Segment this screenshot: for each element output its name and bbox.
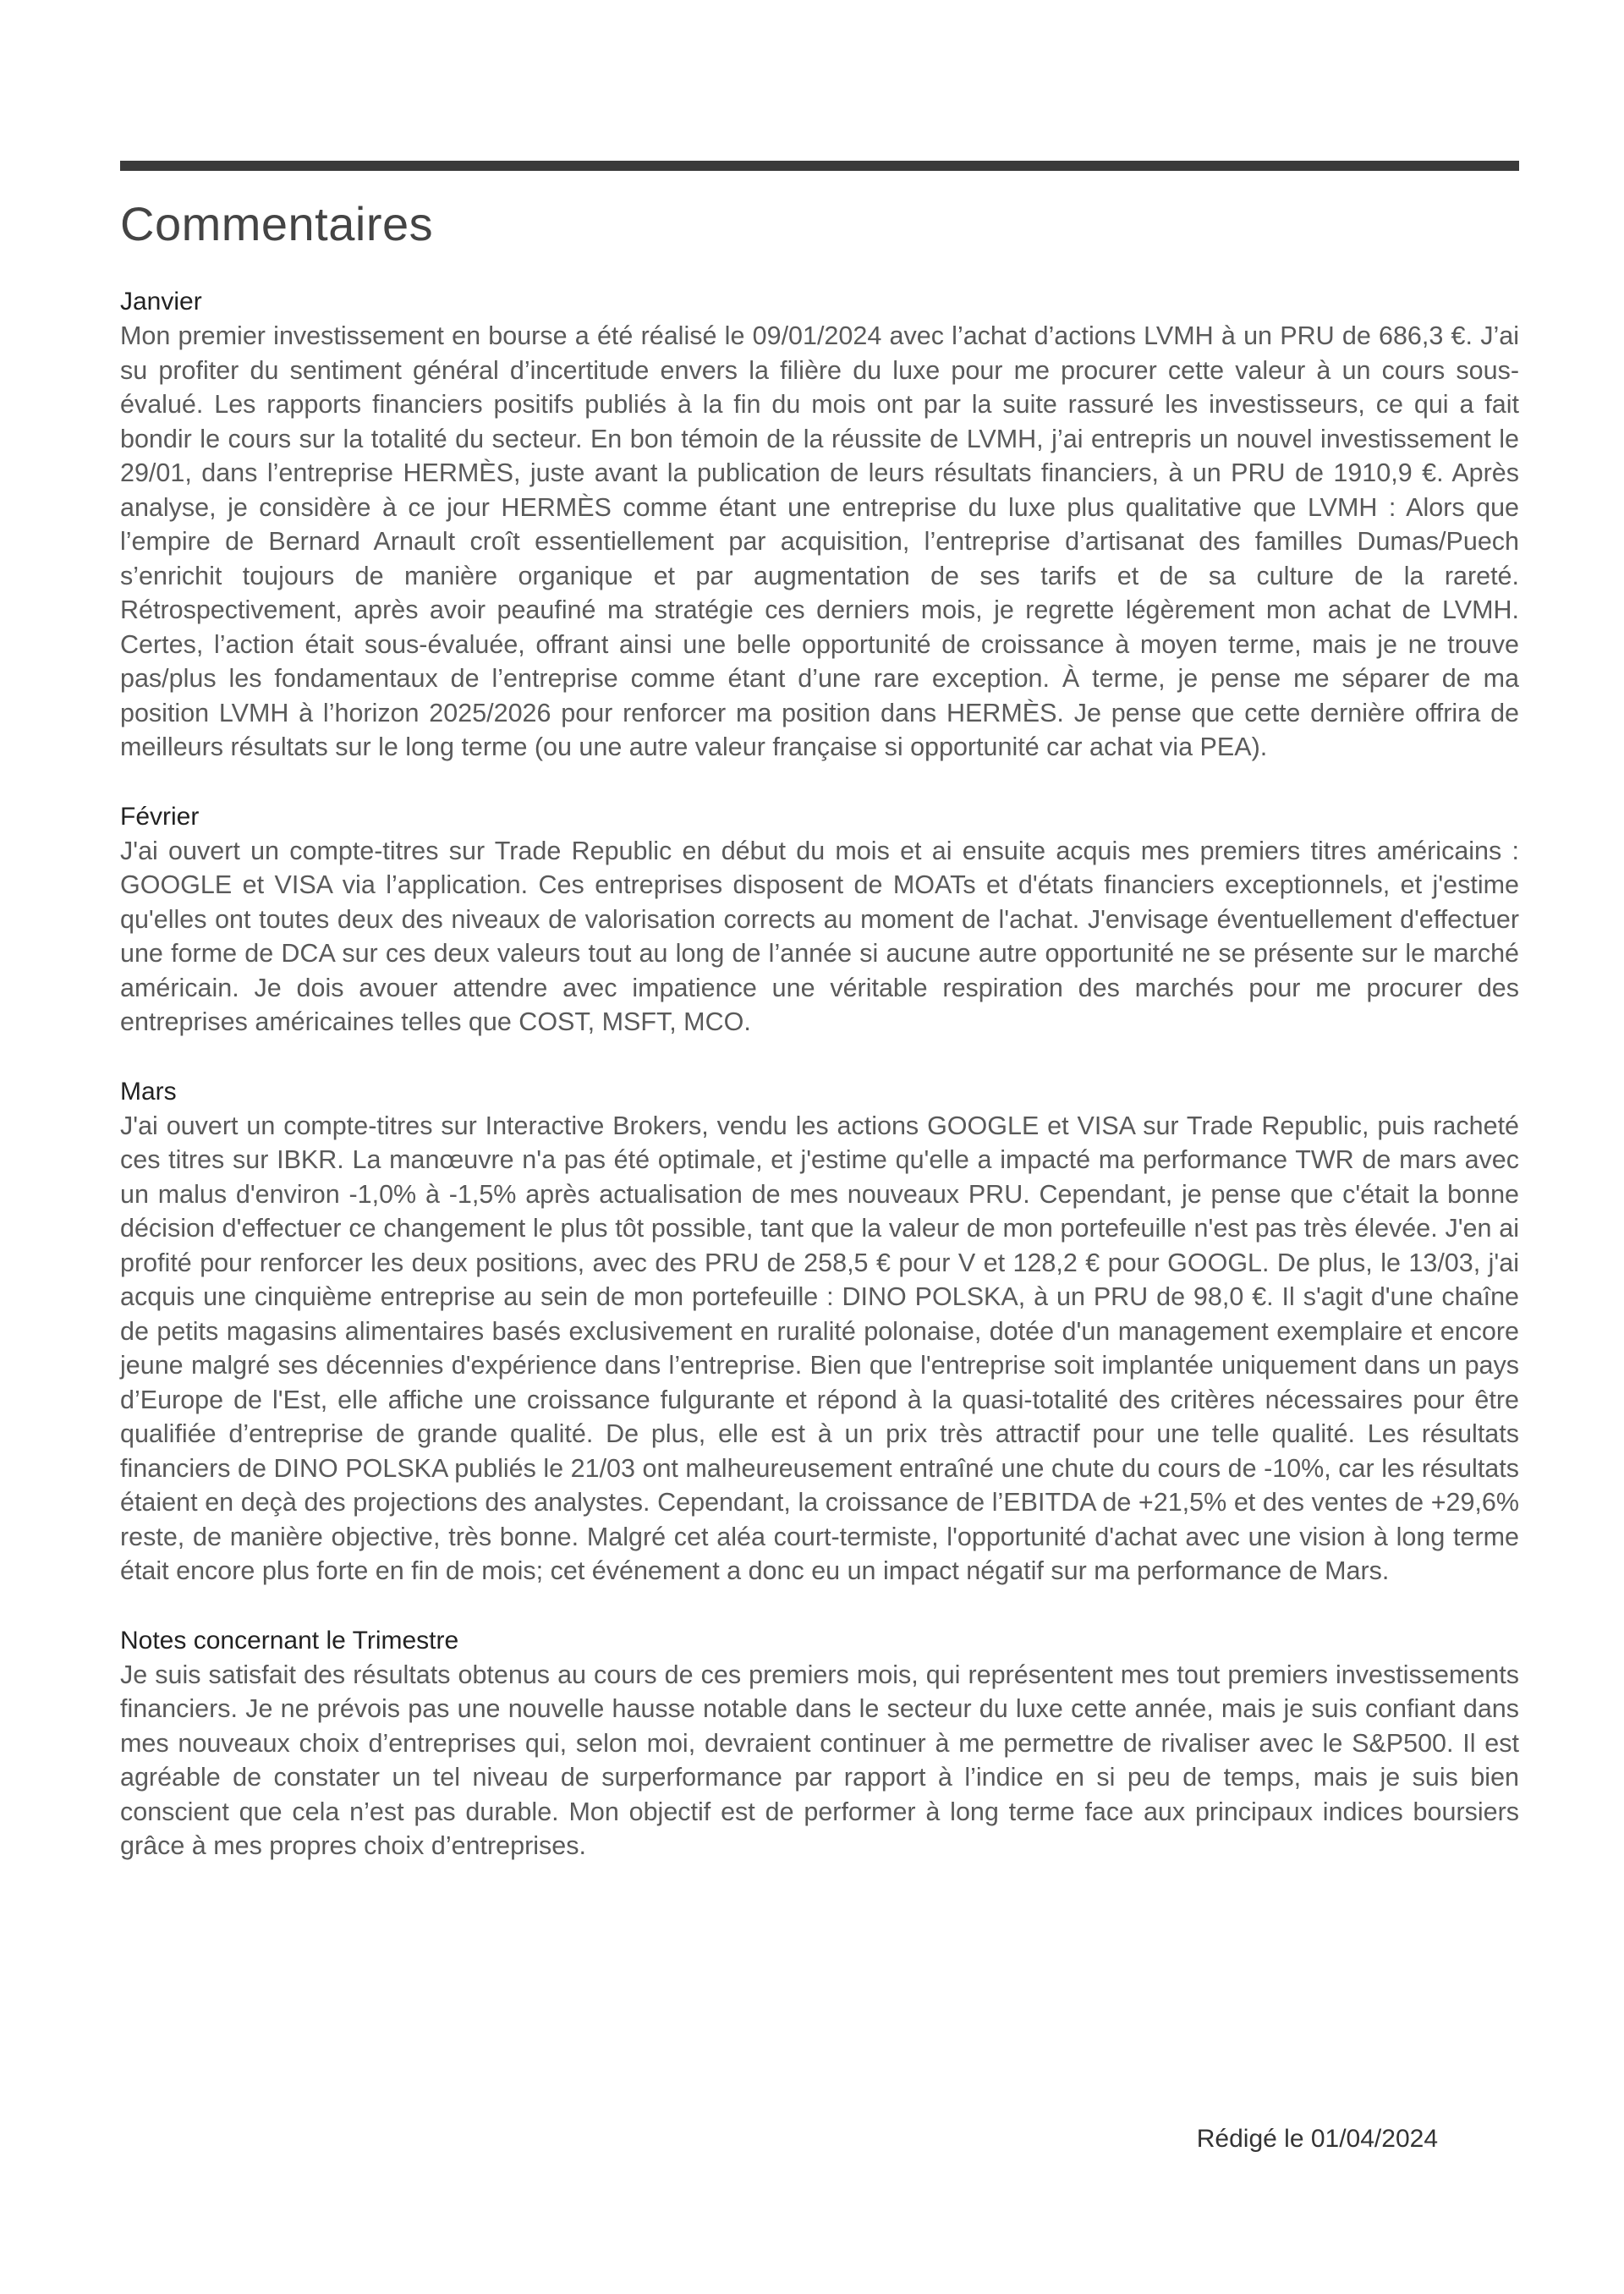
section-janvier bbox=[120, 285, 1519, 765]
section-body: J'ai ouvert un compte-titres sur Interactive Brokers, vendu les actions GOOGLE et VISA sur Trade Republic, puis racheté ces titres sur IBKR. La manœuvre n'a pas été optimale, et j'estime qu'elle a impacté ma performance TWR de mars avec un malus d'environ -1,0% à -1,5% après actualisation de mes nouveaux PRU. Cependant, je pense que c'était la bonne décision d'effectuer ce changement le plus tôt possible, tant que la valeur de mon portefeuille n'est pas très élevée. J'en ai profité pour renforcer les deux positions, avec des PRU de 258,5 € pour V et 128,2 € pour GOOGL. De plus, le 13/03, j'ai acquis une cinquième entreprise au sein de mon portefeuille : DINO POLSKA, à un PRU de 98,0 €. Il s'agit d'une chaîne de petits magasins alimentaires basés exclusivement en ruralité polonaise, dotée d'un management exemplaire et encore jeune malgré ses décennies d'expérience dans l’entreprise. Bien que l'entreprise soit implantée uniquement dans un pays d’Europe de l'Est, elle affiche une croissance fulgurante et répond à la quasi-totalité des critères nécessaires pour être qualifiée d’entreprise de grande qualité. De plus, elle est à un prix très attractif pour une telle qualité. Les résultats financiers de DINO POLSKA publiés le 21/03 ont malheureusement entraîné une chute du cours de -10%, car les résultats étaient en deçà des projections des analystes. Cependant, la croissance de l’EBITDA de +21,5% et des ventes de +29,6% reste, de manière objective, très bonne. Malgré cet aléa court-termiste, l'opportunité d'achat avec une vision à long terme était encore plus forte en fin de mois; cet événement a donc eu un impact négatif sur ma performance de Mars. bbox=[120, 1111, 1519, 1585]
document-page bbox=[120, 161, 1519, 1899]
section-trimestre bbox=[120, 1624, 1519, 1863]
section-body: Je suis satisfait des résultats obtenus au cours de ces premiers mois, qui représentent mes tout premiers investissements financiers. Je ne prévois pas une nouvelle hausse notable dans le secteur du luxe cette année, mais je suis confiant dans mes nouveaux choix d’entreprises qui, selon moi, devraient continuer à me permettre de rivaliser avec le S&P500. Il est agréable de constater un tel niveau de surperformance par rapport à l’indice en si peu de temps, mais je suis bien conscient que cela n’est pas durable. Mon objectif est de performer à long terme face aux principaux indices boursiers grâce à mes propres choix d’entreprises. bbox=[120, 1660, 1519, 1860]
signature-date: Rédigé le 01/04/2024 bbox=[1196, 2125, 1438, 2153]
section-body: J'ai ouvert un compte-titres sur Trade Republic en début du mois et ai ensuite acquis mes premiers titres américains : GOOGLE et VISA via l’application. Ces entreprises disposent de MOATs et d'états financiers exceptionnels, et j'estime qu'elles ont toutes deux des niveaux de valorisation corrects au moment de l'achat. J'envisage éventuellement d'effectuer une forme de DCA sur ces deux valeurs tout au long de l’année si aucune autre opportunité ne se présente sur le marché américain. Je dois avouer attendre avec impatience une véritable respiration des marchés pour me procurer des entreprises américaines telles que COST, MSFT, MCO. bbox=[120, 836, 1519, 1036]
page-title: Commentaires bbox=[120, 197, 434, 250]
top-divider bbox=[120, 161, 1519, 171]
section-heading: Janvier bbox=[120, 288, 202, 316]
section-heading: Mars bbox=[120, 1077, 177, 1106]
section-heading: Février bbox=[120, 802, 200, 831]
section-fevrier bbox=[120, 800, 1519, 1040]
section-mars bbox=[120, 1075, 1519, 1589]
section-body: Mon premier investissement en bourse a été réalisé le 09/01/2024 avec l’achat d’actions LVMH à un PRU de 686,3 €. J’ai su profiter du sentiment général d’incertitude envers la filière du luxe pour me procurer cette valeur à un cours sous-évalué. Les rapports financiers positifs publiés à la fin du mois ont par la suite rassuré les investisseurs, ce qui a fait bondir le cours sur la totalité du secteur. En bon témoin de la réussite de LVMH, j’ai entrepris un nouvel investissement le 29/01, dans l’entreprise HERMÈS, juste avant la publication de leurs résultats financiers, à un PRU de 1910,9 €. Après analyse, je considère à ce jour HERMÈS comme étant une entreprise du luxe plus qualitative que LVMH : Alors que l’empire de Bernard Arnault croît essentiellement par acquisition, l’entreprise d’artisanat des familles Dumas/Puech s’enrichit toujours de manière organique et par augmentation de ses tarifs et de sa culture de la rareté. Rétrospectivement, après avoir peaufiné ma stratégie ces derniers mois, je regrette légèrement mon achat de LVMH. Certes, l’action était sous-évaluée, offrant ainsi une belle opportunité de croissance à moyen terme, mais je ne trouve pas/plus les fondamentaux de l’entreprise comme étant d’une rare exception. À terme, je pense me séparer de ma position LVMH à l’horizon 2025/2026 pour renforcer ma position dans HERMÈS. Je pense que cette dernière offrira de meilleurs résultats sur le long terme (ou une autre valeur française si opportunité car achat via PEA). bbox=[120, 321, 1519, 761]
section-heading: Notes concernant le Trimestre bbox=[120, 1626, 459, 1655]
